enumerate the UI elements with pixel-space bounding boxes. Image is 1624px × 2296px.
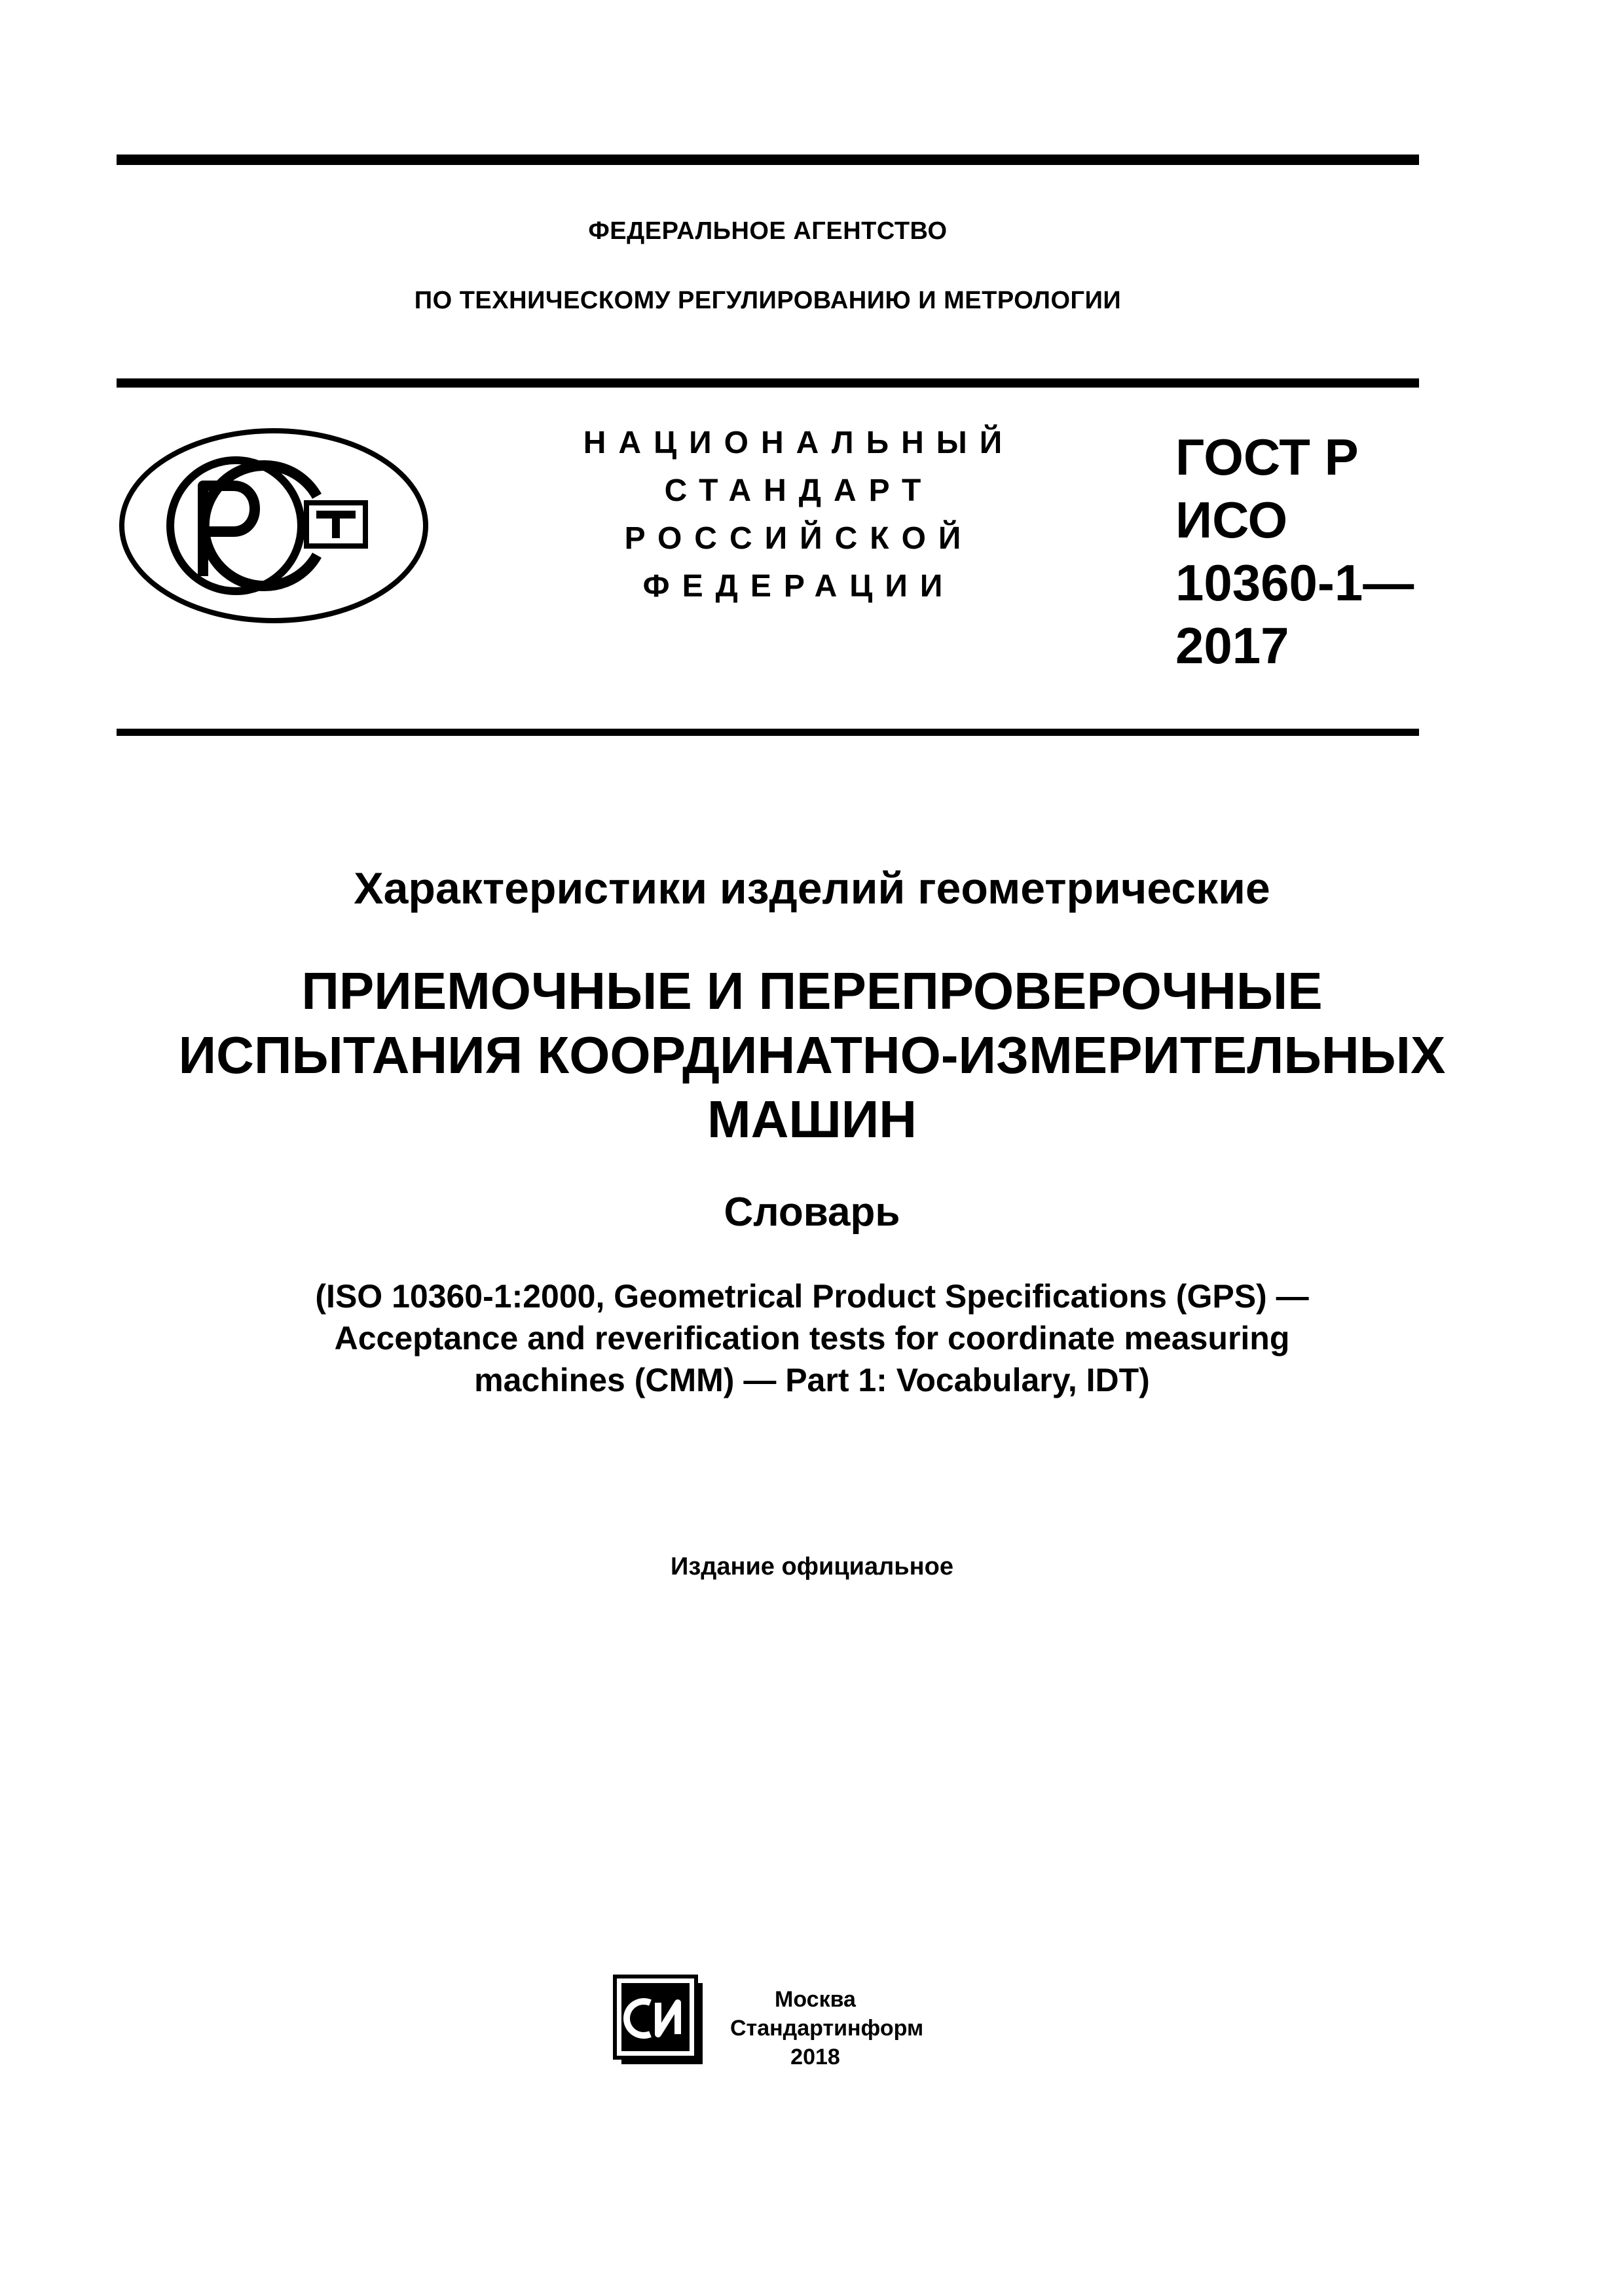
rst-certification-mark-icon: [117, 426, 431, 626]
designation-line: ИСО: [1175, 491, 1288, 549]
title-line: ИСПЫТАНИЯ КООРДИНАТНО-ИЗМЕРИТЕЛЬНЫХ: [178, 1026, 1446, 1084]
publisher-year: 2018: [790, 2045, 840, 2069]
iso-reference-line: (ISO 10360-1:2000, Geometrical Product Specifications (GPS) —: [315, 1278, 1309, 1315]
document-subtitle: Характеристики изделий геометрические: [354, 864, 1270, 913]
agency-line-1: ФЕДЕРАЛЬНОЕ АГЕНТСТВО: [588, 217, 948, 245]
national-standard-line: НАЦИОНАЛЬНЫЙ: [583, 426, 1015, 460]
iso-reference: [98, 1275, 1526, 1401]
designation-line: 10360-1—: [1175, 554, 1414, 611]
edition-label: Издание официальное: [671, 1553, 953, 1580]
header-rule: [117, 378, 1419, 388]
document-title: [98, 959, 1526, 1152]
publisher-block: [730, 1985, 924, 2071]
top-rule: [117, 155, 1419, 165]
designation-line: 2017: [1175, 617, 1289, 674]
publisher-name: Стандартинформ: [730, 2016, 924, 2041]
standard-designation: [1175, 426, 1424, 677]
document-part: Словарь: [724, 1190, 900, 1235]
section-rule: [117, 729, 1419, 736]
national-standard-line: РОССИЙСКОЙ: [624, 521, 974, 556]
designation-line: ГОСТ Р: [1175, 428, 1359, 486]
iso-reference-line: Acceptance and reverification tests for coordinate measuring: [334, 1320, 1290, 1357]
national-standard-line: СТАНДАРТ: [664, 473, 934, 508]
publisher-city: Москва: [775, 1987, 856, 2012]
title-line: МАШИН: [707, 1090, 917, 1148]
national-standard-label: [570, 419, 1028, 610]
iso-reference-line: machines (CMM) — Part 1: Vocabulary, IDT): [474, 1362, 1150, 1398]
agency-line-2: ПО ТЕХНИЧЕСКОМУ РЕГУЛИРОВАНИЮ И МЕТРОЛОГИИ: [414, 287, 1122, 314]
national-standard-line: ФЕДЕРАЦИИ: [642, 569, 955, 604]
standartinform-logo-icon: [612, 1974, 705, 2067]
title-line: ПРИЕМОЧНЫЕ И ПЕРЕПРОВЕРОЧНЫЕ: [301, 962, 1323, 1020]
